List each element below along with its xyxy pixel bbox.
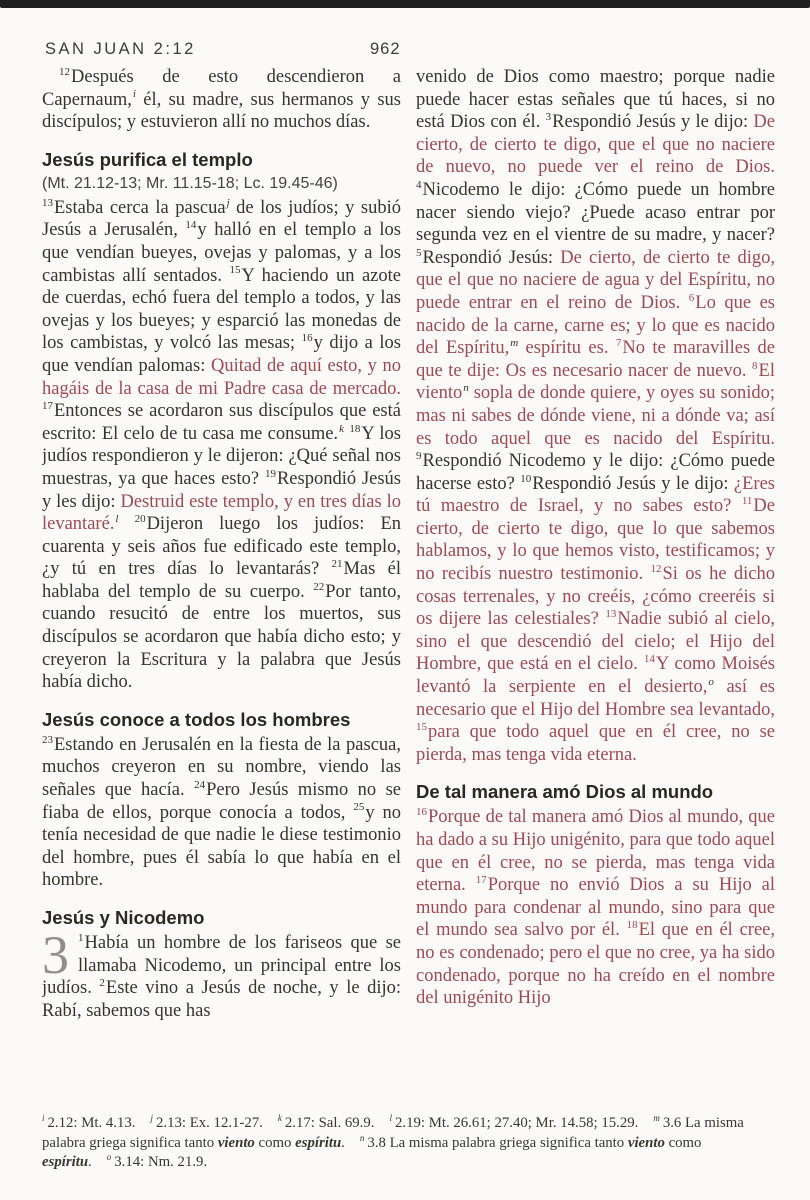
verse-text: venido de Dios como maestro; porque nadie puede hacer estas señales que tú haces, si no está Dios con él. [416, 67, 775, 133]
verse-number: 16 [301, 332, 313, 345]
verse-text: Respondió Jesús y le dijo: [552, 112, 754, 133]
verse-paragraph [42, 734, 401, 892]
verse-text: El viento [416, 360, 775, 404]
verse-text: Mas él hablaba del templo de su cuerpo. [42, 559, 401, 602]
footnote-marker: l [389, 1113, 392, 1124]
verse-number: 21 [331, 558, 343, 571]
verse-text: Después de esto descendieron a Capernaum, [42, 67, 401, 110]
footnote-text: 2.17: Sal. 69.9. [284, 1115, 375, 1131]
page-number: 962 [370, 40, 401, 58]
verse-text: Porque no envió Dios a su Hijo al mundo para condenar al mundo, sino para que el mundo sea salvo por él. [416, 875, 775, 941]
verse-text: Porque de tal manera amó Dios al mundo, que ha dado a su Hijo unigénito, para que todo aquel que en él cree, no se pierda, mas tenga vida eterna. [416, 807, 775, 896]
section-heading: De tal manera amó Dios al mundo [416, 781, 714, 803]
section-heading: Jesús purifica el templo [42, 148, 253, 170]
verse-number: 20 [134, 512, 146, 525]
verse-text: de los judíos; y subió Jesús a Jerusalén, [42, 197, 401, 241]
verse-text: Y como Moisés levantó la serpiente en el desierto, [416, 654, 775, 698]
verse-number: 13 [42, 196, 53, 209]
verse-text: sopla de donde quiere, y oyes su sonido; mas ni sabes de dónde viene, ni a dónde va; así es todo aquel que es nacido del Espíritu. [416, 383, 775, 449]
footnotes [42, 1114, 776, 1173]
parallel-refs: (Mt. 21.12-13; Mr. 11.15-18; Lc. 19.45-46) [42, 174, 338, 192]
footnote-text: espíritu [295, 1134, 342, 1151]
chapter-number-dropcap: 3 [42, 925, 69, 985]
footnote-text: como [664, 1134, 702, 1151]
verse-text: Entonces se acordaron sus discípulos que está escrito: El celo de tu casa me consume. [42, 401, 401, 444]
verse-text: espíritu es. [518, 338, 616, 359]
footnote-text: espíritu [42, 1154, 89, 1170]
text-columns [42, 66, 776, 1106]
verse-text: El que en él cree, no es condenado; pero el que no cree, ya ha sido condenado, porque no ha creído en el nombre del unigénito Hijo [416, 920, 775, 1009]
verse-number: 1 [78, 931, 84, 944]
footnote-text: . [341, 1134, 345, 1151]
verse-text: Estando en Jerusalén en la fiesta de la pascua, muchos creyeron en su nombre, viendo las señales que hacía. [42, 734, 401, 801]
footnote [107, 1154, 207, 1170]
footnote-text: 2.12: Mt. 4.13. [47, 1115, 136, 1131]
verse-text: Por tanto, cuando resucitó de entre los muertos, sus discípulos se acordaron que había dicho esto; y creyeron la Escritura y la palabra que Jesús había dicho. [42, 581, 401, 693]
verse-text: Había un hombre de los fariseos que se llamaba Nicodemo, un principal entre los judíos. [42, 933, 401, 999]
verse-text: Respondió Jesús: [422, 247, 561, 268]
verse-number: 5 [416, 246, 422, 259]
verse-text: y halló en el templo a los que vendían bueyes, ovejas y palomas, y a los cambistas allí sentados. [42, 220, 401, 286]
footnote-text: 3.8 La misma palabra griega significa tanto [367, 1134, 628, 1151]
verse-number: 13 [605, 608, 617, 621]
verse-number: 16 [416, 806, 427, 819]
footnote-marker: n [463, 382, 469, 395]
footnote-marker: n [359, 1132, 365, 1143]
footnote [278, 1115, 375, 1131]
verse-text: Nadie subió al cielo, sino el que descendió del cielo; el Hijo del Hombre, que está en el cielo. [416, 609, 775, 675]
verse-paragraph [42, 925, 402, 1022]
verse-text: así es necesario que el Hijo del Hombre sea levantado, [416, 677, 775, 720]
verse-paragraph [416, 806, 775, 1009]
page-top-edge [0, 0, 810, 8]
verse-text: él, su madre, sus hermanos y sus discípulos; y estuvieron allí no muchos días. [42, 89, 401, 133]
right-column [416, 66, 775, 1106]
verse-number: 15 [229, 264, 241, 277]
verse-paragraph [42, 66, 401, 134]
verse-number: 22 [313, 580, 325, 593]
verse-text: Y haciendo un azote de cuerdas, echó fuera del templo a todos, y las ovejas y los bueyes; y esparció las monedas de los cambistas, y volcó las mesas; [42, 265, 401, 354]
section-heading: Jesús y Nicodemo [42, 907, 205, 928]
footnote-text: viento [217, 1134, 255, 1151]
footnote-marker: i [42, 1113, 45, 1124]
verse-text: ¿Eres tú maestro de Israel, y no sabes esto? [416, 473, 775, 517]
verse-text: Este vino a Jesús de noche, y le dijo: Rabí, sabemos que has [42, 978, 402, 1021]
footnote-text: . [88, 1154, 92, 1170]
verse-text: Estaba cerca la pascua [54, 197, 226, 218]
verse-text: Si os he dicho cosas terrenales, y no creéis, ¿cómo creeréis si os dijere las celestiales? [416, 564, 775, 630]
verse-paragraph [42, 197, 401, 694]
footnote [42, 1115, 135, 1131]
verse-text: De cierto, de cierto te digo, que el que no naciere de nuevo, no puede ver el reino de Dios. [416, 112, 775, 178]
verse-text: Destruid este templo, y en tres días lo levantaré. [42, 491, 401, 535]
verse-number: 19 [264, 467, 276, 480]
verse-number: 4 [416, 178, 422, 191]
verse-number: 2 [99, 977, 105, 990]
verse-number: 8 [752, 359, 758, 372]
verse-number: 18 [349, 422, 361, 435]
verse-number: 6 [688, 291, 695, 304]
verse-text: Pero Jesús mismo no se fiaba de ellos, porque conocía a todos, [42, 780, 401, 823]
footnote-marker: o [106, 1152, 112, 1163]
footnote [389, 1115, 638, 1131]
verse-number: 23 [42, 733, 53, 746]
verse-text: No te maravilles de que te dije: Os es necesario nacer de nuevo. [416, 338, 776, 381]
footnote-text: 2.13: Ex. 12.1-27. [156, 1115, 263, 1131]
verse-number: 15 [416, 721, 427, 734]
footnote-text: 3.14: Nm. 21.9. [114, 1154, 208, 1170]
footnote-text: 2.19: Mt. 26.61; 27.40; Mr. 14.58; 15.29. [394, 1115, 639, 1131]
footnote-marker: m [653, 1113, 660, 1124]
footnote [150, 1115, 262, 1131]
footnote-marker: k [277, 1113, 282, 1124]
verse-text: y dijo a los que vendían palomas: [42, 333, 401, 376]
footnote-marker: l [115, 512, 119, 525]
running-head: SAN JUAN 2:12 [45, 40, 196, 58]
footnote-text: como [254, 1134, 296, 1151]
footnote-marker: j [226, 196, 230, 209]
footnote-marker: o [708, 675, 714, 688]
verse-text: De cierto, de cierto te digo, que lo que sabemos hablamos, y lo que hemos visto, testificamos; y no recibís nuestro testimonio. [416, 496, 775, 585]
verse-text: para que todo aquel que en él cree, no se pierda, mas tenga vida eterna. [416, 722, 775, 765]
left-column [42, 66, 401, 1106]
verse-number: 3 [545, 111, 552, 124]
verse-text: Respondió Nicodemo y le dijo: ¿Cómo puede hacerse esto? [416, 451, 775, 494]
verse-number: 17 [42, 399, 53, 412]
footnote-text: 3.6 La misma palabra griega significa tanto [42, 1115, 744, 1151]
verse-number: 12 [650, 562, 662, 575]
verse-text: De cierto, de cierto te digo, que el que no naciere de agua y del Espíritu, no puede entrar en el reino de Dios. [416, 247, 776, 313]
verse-number: 24 [194, 778, 206, 791]
verse-text: Respondió Jesús y les dijo: [42, 468, 402, 512]
verse-text: Y los judíos respondieron y le dijeron: ¿Qué señal nos muestras, ya que haces esto? [42, 423, 401, 489]
verse-text: Dijeron luego los judíos: En cuarenta y seis años fue edificado este templo, ¿y tú en tres días lo levantarás? [42, 514, 401, 580]
verse-text: y no tenía necesidad de que nadie le diese testimonio del hombre, pues él sabía lo que había en el hombre. [42, 802, 402, 891]
verse-number: 11 [741, 495, 753, 508]
verse-number: 25 [353, 801, 365, 814]
section-heading: Jesús conoce a todos los hombres [42, 708, 351, 730]
verse-number: 9 [416, 449, 422, 462]
verse-text: Nicodemo le dijo: ¿Cómo puede un hombre nacer siendo viejo? ¿Puede acaso entrar por segunda vez en el vientre de su madre, y nacer? [416, 179, 775, 246]
footnote-marker: j [150, 1113, 153, 1124]
verse-number: 7 [615, 336, 622, 349]
verse-number: 12 [59, 66, 70, 78]
verse-number: 10 [520, 472, 532, 485]
footnote-marker: i [132, 88, 136, 101]
verse-text: Quitad de aquí esto, y no hagáis de la casa de mi Padre casa de mercado. [42, 355, 401, 399]
footnote-text: viento [627, 1134, 665, 1151]
verse-text [118, 514, 134, 534]
verse-number: 18 [626, 919, 638, 932]
verse-paragraph [416, 66, 775, 766]
verse-number: 14 [185, 219, 197, 232]
verse-text: Lo que es nacido de la carne, carne es; y lo que es nacido del Espíritu, [416, 292, 775, 359]
footnote-marker: k [339, 422, 344, 435]
verse-number: 17 [475, 874, 487, 887]
footnote-marker: m [510, 336, 519, 349]
verse-text: Respondió Jesús y le dijo: [532, 473, 734, 494]
verse-number: 14 [643, 653, 655, 666]
